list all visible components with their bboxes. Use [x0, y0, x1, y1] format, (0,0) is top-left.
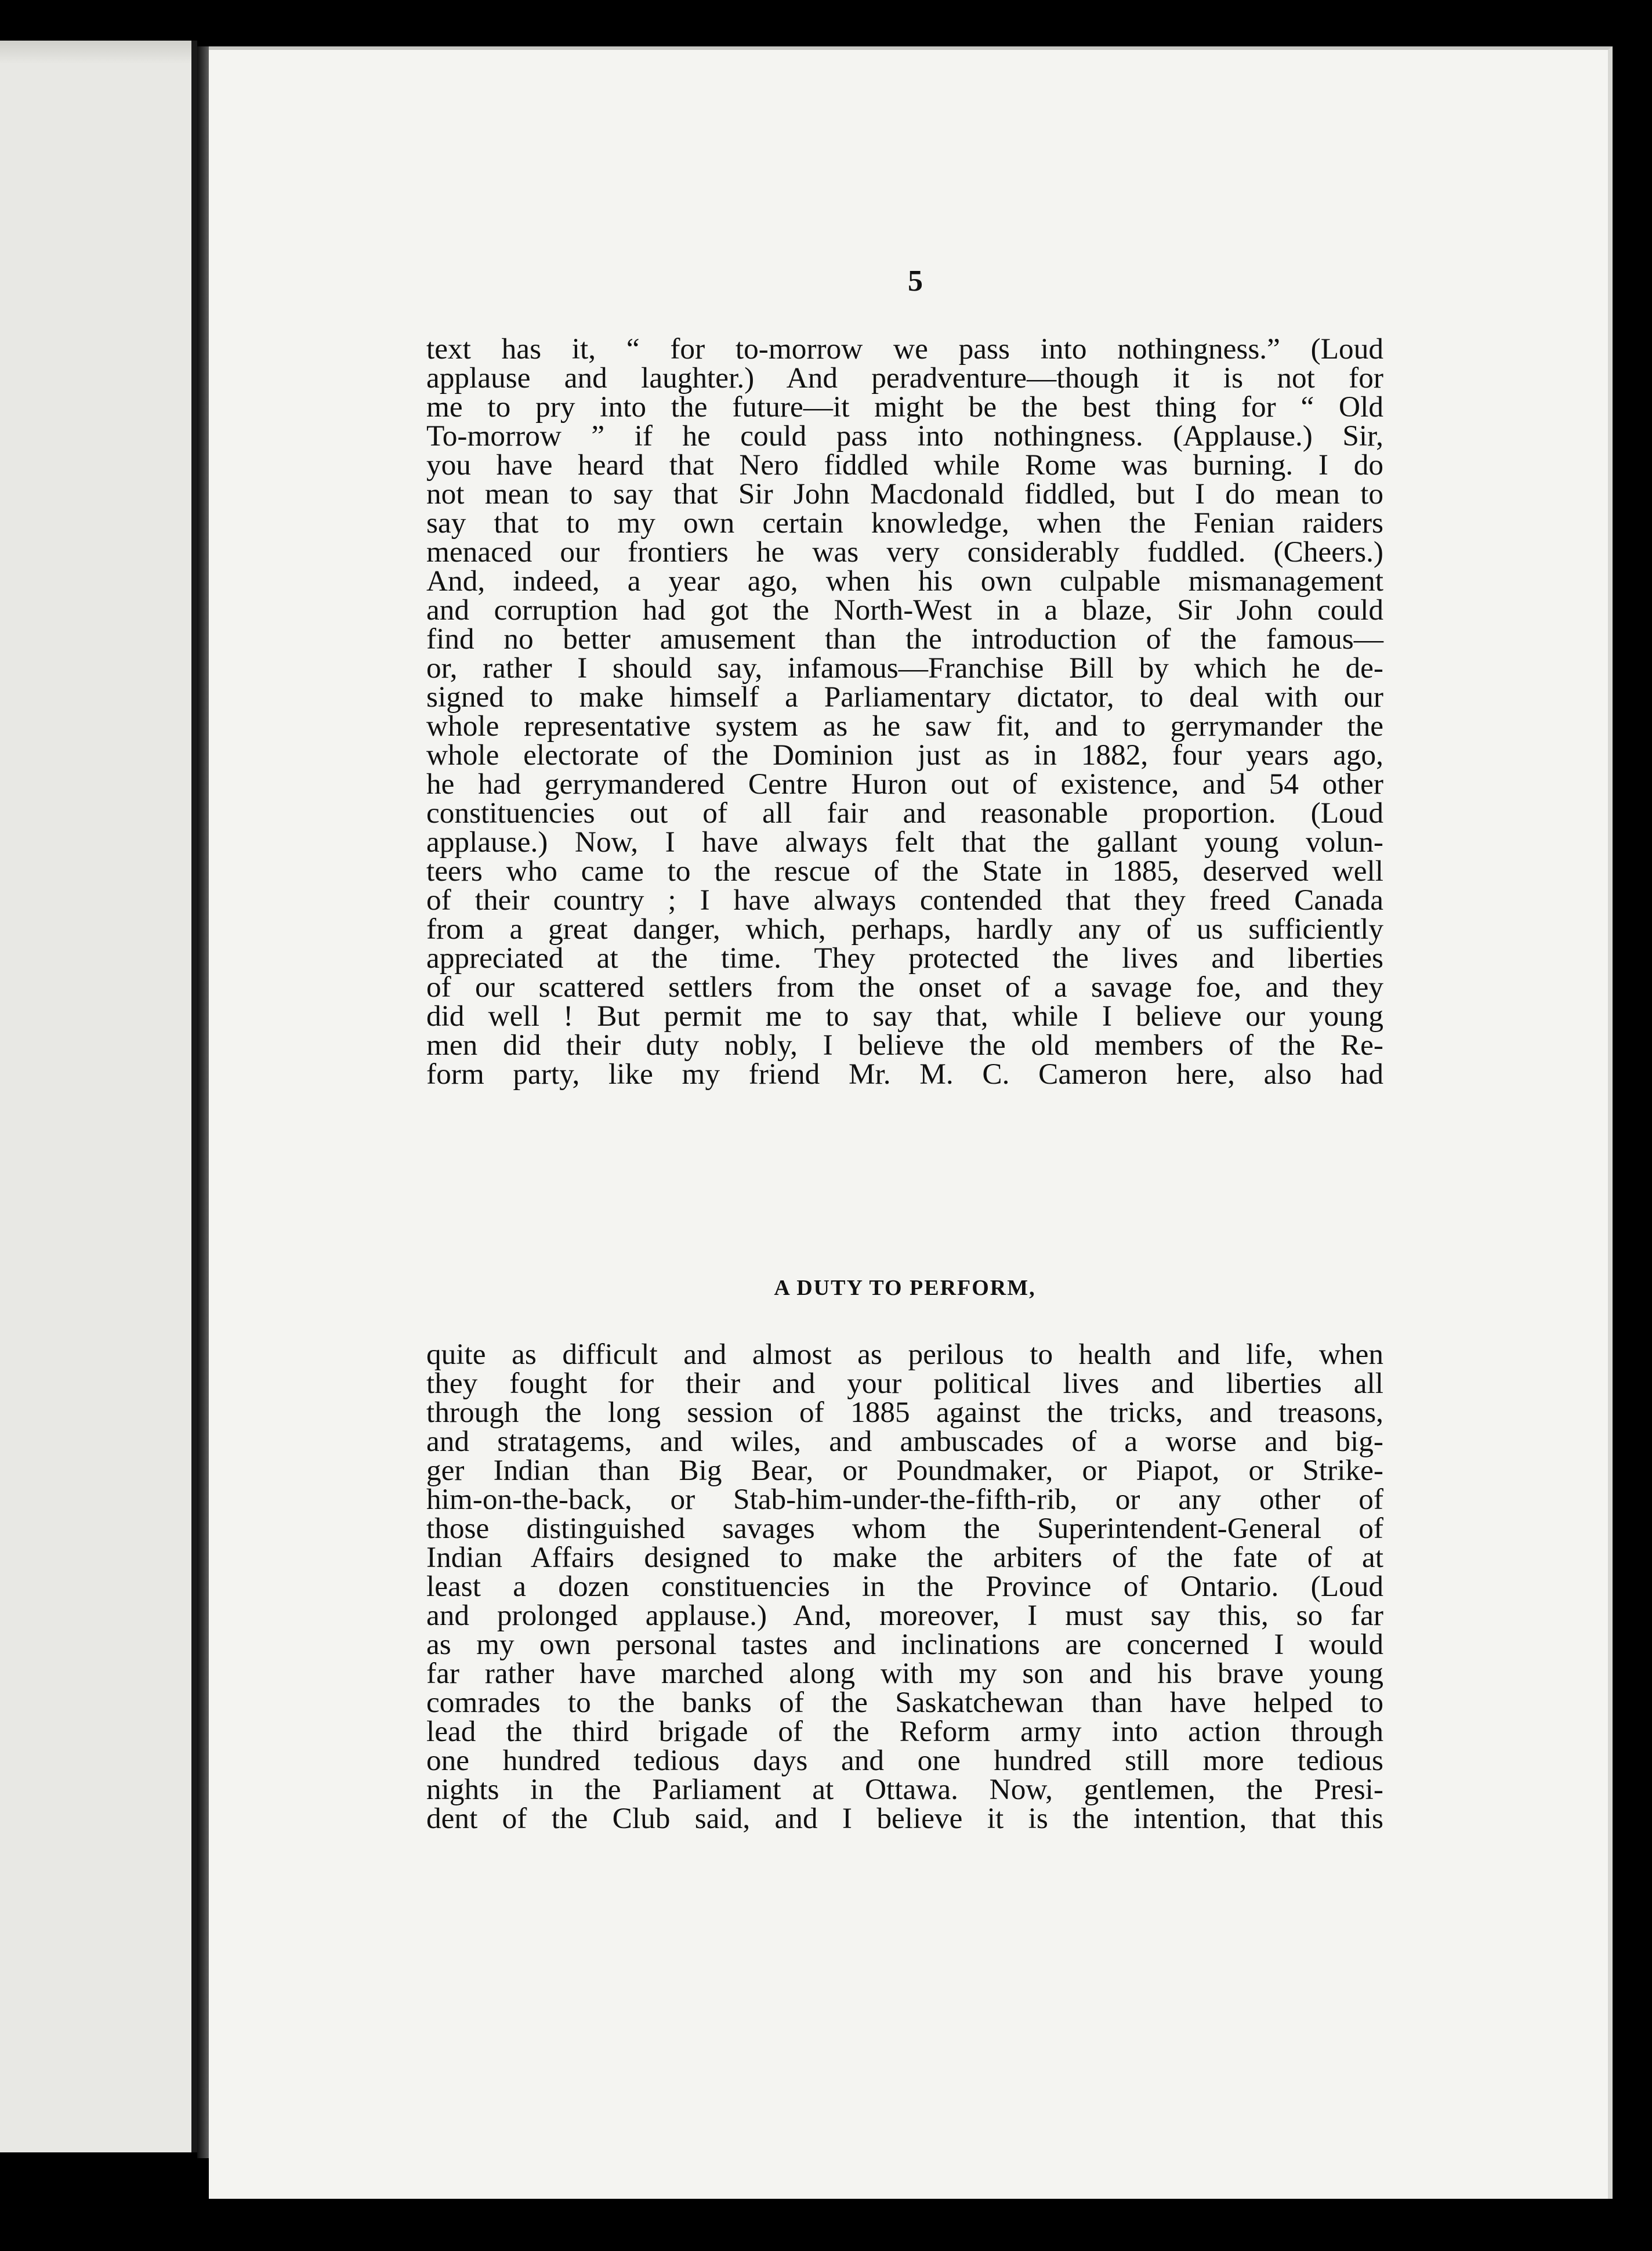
text-line: him-on-the-back, or Stab-him-under-the-fifth-rib, or any other of — [426, 1483, 1383, 1516]
text-line: dent of the Club said, and I believe it is the intention, that this — [426, 1802, 1383, 1835]
text-line: appreciated at the time. They protected the lives and liberties — [426, 942, 1383, 975]
text-line: and corruption had got the North-West in a blaze, Sir John could — [426, 593, 1383, 627]
section-heading: A DUTY TO PERFORM, — [774, 1276, 1036, 1300]
text-line: least a dozen constituencies in the Province of Ontario. (Loud — [426, 1570, 1383, 1603]
text-line: signed to make himself a Parliamentary dictator, to deal with our — [426, 681, 1383, 714]
text-line: and prolonged applause.) And, moreover, I must say this, so far — [426, 1599, 1383, 1632]
text-line: through the long session of 1885 against the tricks, and treasons, — [426, 1396, 1383, 1429]
text-line: To-morrow ” if he could pass into nothingness. (Applause.) Sir, — [426, 419, 1383, 453]
text-line: as my own personal tastes and inclinations are concerned I would — [426, 1628, 1383, 1661]
text-line: and stratagems, and wiles, and ambuscades of a worse and big- — [426, 1425, 1383, 1458]
text-line: quite as difficult and almost as perilous to health and life, when — [426, 1338, 1383, 1371]
text-line: you have heard that Nero fiddled while Rome was burning. I do — [426, 448, 1383, 482]
text-line: applause.) Now, I have always felt that the gallant young volun- — [426, 826, 1383, 859]
text-line: lead the third brigade of the Reform army into action through — [426, 1715, 1383, 1748]
text-line: or, rather I should say, infamous—Franchise Bill by which he de- — [426, 652, 1383, 685]
body-paragraph-2 — [426, 1340, 1383, 1833]
text-line: ger Indian than Big Bear, or Poundmaker, or Piapot, or Strike- — [426, 1454, 1383, 1487]
text-line: of our scattered settlers from the onset of a savage foe, and they — [426, 971, 1383, 1004]
text-line: constituencies out of all fair and reasonable proportion. (Loud — [426, 797, 1383, 830]
text-line: from a great danger, which, perhaps, hardly any of us sufficiently — [426, 913, 1383, 946]
text-line: teers who came to the rescue of the State in 1885, deserved well — [426, 855, 1383, 888]
text-line: text has it, “ for to-morrow we pass into nothingness.” (Loud — [426, 332, 1383, 365]
text-line: comrades to the banks of the Saskatchewan than have helped to — [426, 1686, 1383, 1719]
text-line: say that to my own certain knowledge, when the Fenian raiders — [426, 506, 1383, 540]
text-line: form party, like my friend Mr. M. C. Cameron here, also had — [426, 1058, 1383, 1091]
text-line: he had gerrymandered Centre Huron out of existence, and 54 other — [426, 768, 1383, 801]
text-line: not mean to say that Sir John Macdonald fiddled, but I do mean to — [426, 477, 1383, 511]
text-line: one hundred tedious days and one hundred still more tedious — [426, 1744, 1383, 1777]
text-line: whole representative system as he saw fit, and to gerrymander the — [426, 710, 1383, 743]
text-line: menaced our frontiers he was very considerably fuddled. (Cheers.) — [426, 535, 1383, 569]
text-line: And, indeed, a year ago, when his own culpable mismanagement — [426, 564, 1383, 598]
body-paragraph-1 — [426, 332, 1383, 1091]
text-line: find no better amusement than the introduction of the famous— — [426, 623, 1383, 656]
text-line: nights in the Parliament at Ottawa. Now, gentlemen, the Presi- — [426, 1773, 1383, 1806]
text-line: applause and laughter.) And peradventure—though it is not for — [426, 361, 1383, 395]
text-line: of their country ; I have always contended that they freed Canada — [426, 884, 1383, 917]
text-line: whole electorate of the Dominion just as in 1882, four years ago, — [426, 739, 1383, 772]
text-line: men did their duty nobly, I believe the old members of the Re- — [426, 1029, 1383, 1062]
text-line: Indian Affairs designed to make the arbiters of the fate of at — [426, 1541, 1383, 1574]
facing-page-edge — [0, 41, 197, 2152]
page-number: 5 — [908, 265, 923, 298]
text-line: did well ! But permit me to say that, while I believe our young — [426, 1000, 1383, 1033]
text-line: far rather have marched along with my son and his brave young — [426, 1657, 1383, 1690]
text-line: those distinguished savages whom the Superintendent-General of — [426, 1512, 1383, 1545]
text-line: me to pry into the future—it might be the best thing for “ Old — [426, 390, 1383, 424]
text-line: they fought for their and your political lives and liberties all — [426, 1367, 1383, 1400]
